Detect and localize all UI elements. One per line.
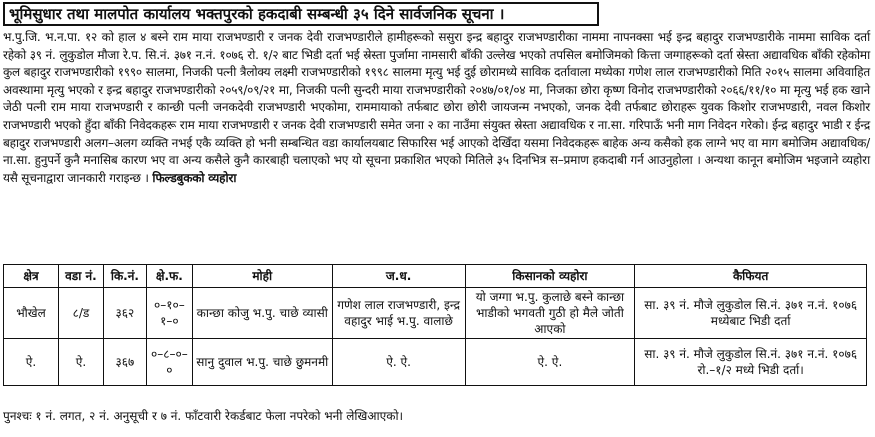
table-cell: कान्छा कोजु भ.पु. चाछे व्यासी [192,288,332,339]
col-header: क्षेत्र [4,265,59,288]
table-cell: ०–८–०–० [146,339,192,386]
table-cell: भौखेल [4,288,59,339]
notice-body [3,29,870,187]
table-cell: ऐ. [4,339,59,386]
notice-title: भूमिसुधार तथा मालपोत कार्यालय भक्तपुरको हकदाबी सम्बन्धी ३५ दिने सार्वजनिक सूचना । [3,2,599,26]
col-header: कैफियत [635,265,867,288]
table-cell: ०–१०–१–० [146,288,192,339]
table-row [4,339,867,386]
col-header: ज.ध. [332,265,465,288]
col-header: क्षे.फ. [146,265,192,288]
table-row [4,288,867,339]
fieldbook-table [3,264,867,386]
table-cell: गणेश लाल राजभण्डारी, इन्द्र वहादुर भाई भ.पु. वालाछे [332,288,465,339]
public-notice [3,2,870,432]
col-header: मोही [192,265,332,288]
table-cell: ३६७ [103,339,146,386]
table-cell: यो जग्गा भ.पु. कुलाछे बस्ने कान्छा भाडीको भगवती गुठी हो मैले जोती आएको [465,288,635,339]
table-cell: ८/ड [58,288,103,339]
col-header: वडा नं. [58,265,103,288]
fieldbook-heading: फिल्डबुकको व्यहोरा [152,170,237,185]
table-cell: ऐ. ऐ. [332,339,465,386]
table-cell: सा. ३९ नं. मौजे लुकुडोल सि.नं. ३७१ न.नं. १०७६ मध्येबाट भिडी दर्ता [635,288,867,339]
table-cell: ऐ. ऐ. [465,339,635,386]
table-cell: सानु दुवाल भ.पु. चाछे छुमनमी [192,339,332,386]
table-cell: ऐ. [58,339,103,386]
notice-body-text: भ.पु.जि. भ.न.पा. १२ को हाल ४ बस्ने राम माया राजभण्डारी र जनक देवी राजभण्डारीले हामीहरूको ससुरा इन्द्र बहादुर राजभण्डारीका नाममा नापनक्सा भई इन्द्र बहादुर राजभण्डारीके नाममा साविक दर्ता रहेको ३९ नं. लुकुडोल मौजा रे.प. सि.नं. ३७१ न.नं. १०७६ रो. १/२ बाट भिडी दर्ता भई स्रेस्ता पुर्जामा नामसारी बाँकी उल्लेख भएको तपसिल बमोजिमको कित्ता जग्गाहरूको दर्ता स्रेस्ता अद्यावधिक बाँकी रहेकोमा कुल बहादुर राजभण्डारीको १९९० सालमा, निजकी पत्नी त्रैलोक्य लक्ष्मी राजभण्डारीको १९९८ सालमा मृत्यु भई दुई छोरामध्ये साविक दर्तावाला मध्येका गणेश लाल राजभण्डारीको मिति २०१५ सालमा अविवाहित अवस्थामा मृत्यु भएको र इन्द्र बहादुर राजभण्डारीको २०५९/०९/२१ मा, निजकी पत्नी सुन्दरी माया राजभण्डारीको २०४७/०१/०४ मा, निजका छोरा कृष्ण विनोद राजभण्डारीको २०६६/११/१० मा मृत्यु भई हक खाने जेठी पत्नी राम माया राजभण्डारी र कान्छी पत्नी जनकदेवी राजभण्डारी भएकोमा, राममायाको तर्फबाट छोरा छोरी जायजन्म नभएको, जनक देवी तर्फबाट छोराहरू युवक किशोर राजभण्डारी, नवल किशोर राजभण्डारी भएको हुँदा बाँकी निवेदकहरू राम माया राजभण्डारी र जनक देवी राजभण्डारी समेत जना २ का नाउँमा संयुक्त स्रेस्ता अद्यावधिक र ना.सा. गरिपाऊँ भनी माग निवेदन गरेको। ईन्द्र बहादुर भाडी र ईन्द्र बहादुर राजभण्डारी अलग–अलग व्यक्ति नभई एकै व्यक्ति हो भनी सम्बन्धित वडा कार्यालयबाट सिफारिस भई आएको देखिँदा यसमा निवेदकहरू बाहेक अन्य कसैको हक लाग्ने भए वा माग बमोजिम अद्यावधिक/ना.सा. हुनुपर्ने कुनै मनासिब कारण भए वा अन्य कसैले कुनै कारबाही चलाएको भए यो सूचना प्रकाशित भएको मितिले ३५ दिनभित्र स–प्रमाण हकदाबी गर्न आउनुहोला । अन्यथा कानून बमोजिम भइजाने व्यहोरा यसै सूचनाद्वारा जानकारी गराइन्छ । [3,30,871,185]
col-header: कि.नं. [103,265,146,288]
col-header: किसानको व्यहोरा [465,265,635,288]
table-header-row [4,265,867,288]
footnote: पुनश्चः १ नं. लगत, २ नं. अनुसूची र ७ नं. फाँटवारी रेकर्डबाट फेला नपरेको भनी लेखिआएको। [3,409,404,423]
table-cell: ३६२ [103,288,146,339]
table-cell: सा. ३९ नं. मौजे लुकुडोल सि.नं. ३७१ न.नं. १०७६ रो.–१/२ मध्ये भिडी दर्ता। [635,339,867,386]
